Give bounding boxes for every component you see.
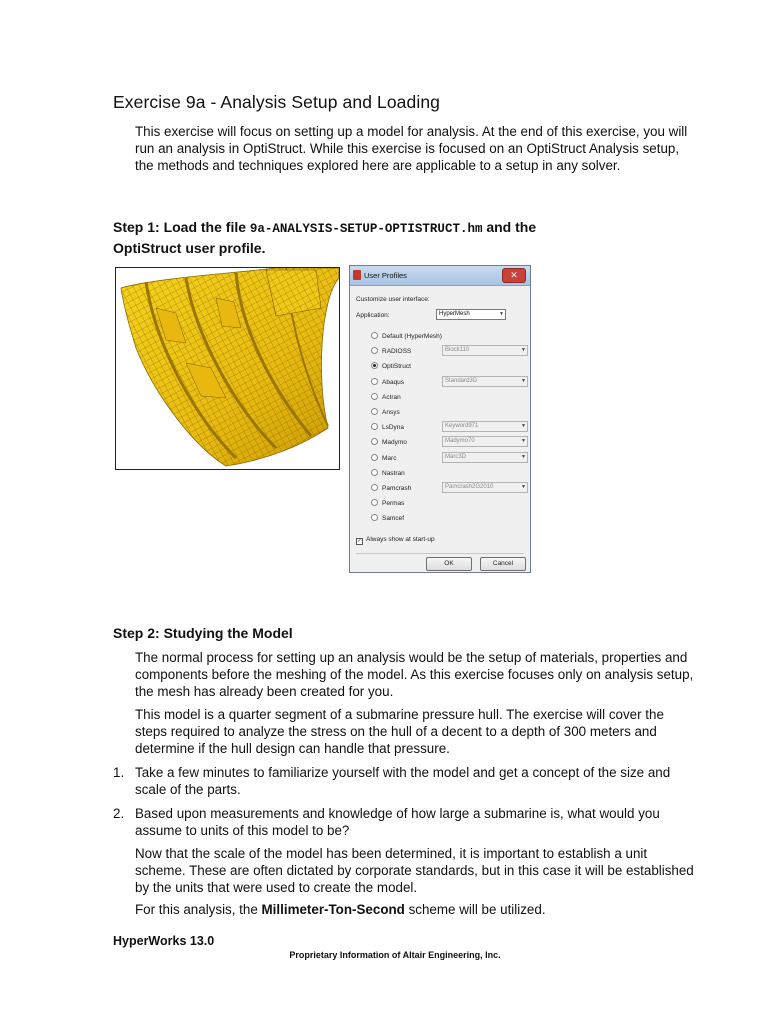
profile-version-select[interactable] [442, 452, 528, 463]
profile-option[interactable] [371, 469, 405, 477]
profile-option[interactable] [371, 393, 401, 401]
profile-version-value: Keyword971 [445, 423, 479, 430]
para4-prefix: For this analysis, the [135, 902, 262, 917]
ok-button[interactable]: OK [426, 557, 472, 571]
list-item: Take a few minutes to familiarize yourself with the model and get a concept of the size and scale of the parts. [135, 765, 671, 797]
radio-button[interactable] [371, 423, 378, 430]
step1-line2: OptiStruct user profile. [113, 240, 266, 256]
step2-paragraph-3: Now that the scale of the model has been determined, it is important to establish a unit scheme. These are often dictated by corporate standards, but in this case it will be established by the units that were used to create the model. [135, 846, 694, 895]
step2-heading: Step 2: Studying the Model [113, 625, 293, 641]
application-label: Application: [356, 312, 390, 319]
profile-label: RADIOSS [382, 348, 412, 356]
profile-label: Ansys [382, 409, 400, 416]
profile-option[interactable] [371, 438, 407, 446]
radio-button[interactable] [371, 514, 378, 521]
radio-button[interactable] [371, 484, 378, 491]
chevron-down-icon: ▼ [521, 438, 526, 445]
profile-option[interactable] [371, 378, 404, 386]
profile-option[interactable] [371, 423, 404, 431]
radio-button[interactable] [371, 454, 378, 461]
dialog-titlebar[interactable] [350, 266, 530, 286]
always-show-label: Always show at start-up [366, 536, 435, 543]
profile-version-value: Pamcrash2G2010 [445, 484, 494, 490]
profile-version-value: Block110 [445, 347, 470, 354]
page-title: Exercise 9a - Analysis Setup and Loading [113, 92, 440, 112]
application-value: HyperMesh [439, 311, 470, 317]
chevron-down-icon: ▼ [521, 377, 526, 384]
intro-paragraph: This exercise will focus on setting up a model for analysis. At the end of this exercise, you will run an analysis in OptiStruct. While this exercise is focused on an OptiStruct Analysis setup, the methods and techniques explored here are applicable to a setup in any solver. [135, 124, 688, 173]
list-item: Based upon measurements and knowledge of how large a submarine is, what would you assume to units of this model to be? [135, 806, 660, 838]
dialog-title: User Profiles [364, 271, 407, 280]
step1-filename: 9a-ANALYSIS-SETUP-OPTISTRUCT.hm [249, 222, 483, 236]
chevron-down-icon: ▼ [521, 484, 526, 490]
profile-version-select[interactable] [442, 376, 528, 387]
application-select[interactable] [436, 309, 506, 320]
profile-label: Nastran [382, 469, 405, 477]
step2-paragraph-1: The normal process for setting up an analysis would be the setup of materials, properties and components before the meshing of the model. As this exercise focuses only on analysis setup, the mesh has already been created for you. [135, 650, 694, 699]
list-item-number: 1. [113, 765, 125, 780]
profile-version-select[interactable] [442, 482, 528, 493]
close-icon[interactable]: ✕ [502, 268, 526, 283]
always-show-checkbox[interactable]: ✓ [357, 538, 362, 544]
cancel-button[interactable]: Cancel [480, 557, 526, 571]
radio-button[interactable] [371, 469, 378, 476]
profile-label: OptiStruct [382, 363, 411, 371]
app-icon [353, 270, 361, 280]
profile-version-value: Marc3D [445, 453, 467, 460]
footer-proprietary: Proprietary Information of Altair Engineering, Inc. [289, 950, 501, 960]
chevron-down-icon: ▼ [499, 311, 504, 317]
radio-button[interactable] [371, 499, 378, 506]
radio-button[interactable] [371, 438, 378, 445]
footer-brand: HyperWorks 13.0 [113, 934, 215, 948]
dialog-separator [356, 553, 524, 554]
radio-button[interactable] [371, 378, 378, 385]
customize-label: Customize user interface: [356, 296, 430, 303]
step1-suffix: and the [482, 219, 537, 235]
radio-button[interactable] [371, 362, 378, 369]
profile-label: Samcef [382, 515, 405, 523]
always-show-row[interactable] [356, 536, 435, 545]
user-profiles-dialog [349, 265, 531, 573]
chevron-down-icon: ▼ [521, 423, 526, 430]
profile-label: Pamcrash [382, 485, 412, 492]
profile-label: Madymo [382, 439, 407, 447]
profile-option[interactable] [371, 347, 411, 355]
profile-option[interactable] [371, 362, 411, 370]
profile-option[interactable] [371, 454, 396, 462]
profile-option[interactable] [371, 499, 404, 507]
hull-mesh-image [116, 268, 339, 469]
profile-version-select[interactable] [442, 421, 528, 432]
list-item-number: 2. [113, 806, 125, 821]
para4-suffix: scheme will be utilized. [404, 902, 546, 917]
radio-button[interactable] [371, 347, 378, 354]
unit-scheme-name: Millimeter-Ton-Second [261, 902, 405, 917]
profile-version-value: Madymo70 [445, 438, 475, 445]
profile-option[interactable] [371, 514, 404, 522]
profile-label: Abaqus [382, 378, 405, 386]
profile-version-select[interactable] [442, 345, 528, 356]
step2-paragraph-2: This model is a quarter segment of a submarine pressure hull. The exercise will cover the steps required to analyze the stress on the hull of a decent to a depth of 300 meters and determine if the hull design can handle that pressure. [135, 707, 664, 756]
step1-prefix: Step 1: Load the file [113, 219, 250, 235]
step2-paragraph-4 [135, 901, 695, 918]
chevron-down-icon: ▼ [521, 347, 526, 354]
radio-button[interactable] [371, 408, 378, 415]
profile-label: Marc [382, 454, 397, 462]
step1-heading [113, 218, 536, 258]
profile-version-select[interactable] [442, 436, 528, 447]
profile-label: Actran [382, 393, 401, 401]
profile-label: Default (HyperMesh) [382, 333, 442, 340]
profile-option[interactable] [371, 484, 411, 492]
profile-version-value: Standard3D [445, 377, 478, 384]
profile-option[interactable] [371, 408, 400, 416]
profile-label: LsDyna [382, 424, 405, 432]
radio-button[interactable] [371, 393, 378, 400]
profile-label: Permas [382, 500, 405, 508]
profile-option[interactable] [371, 332, 442, 340]
chevron-down-icon: ▼ [521, 453, 526, 460]
radio-button[interactable] [371, 332, 378, 339]
hull-model-figure [115, 267, 340, 470]
